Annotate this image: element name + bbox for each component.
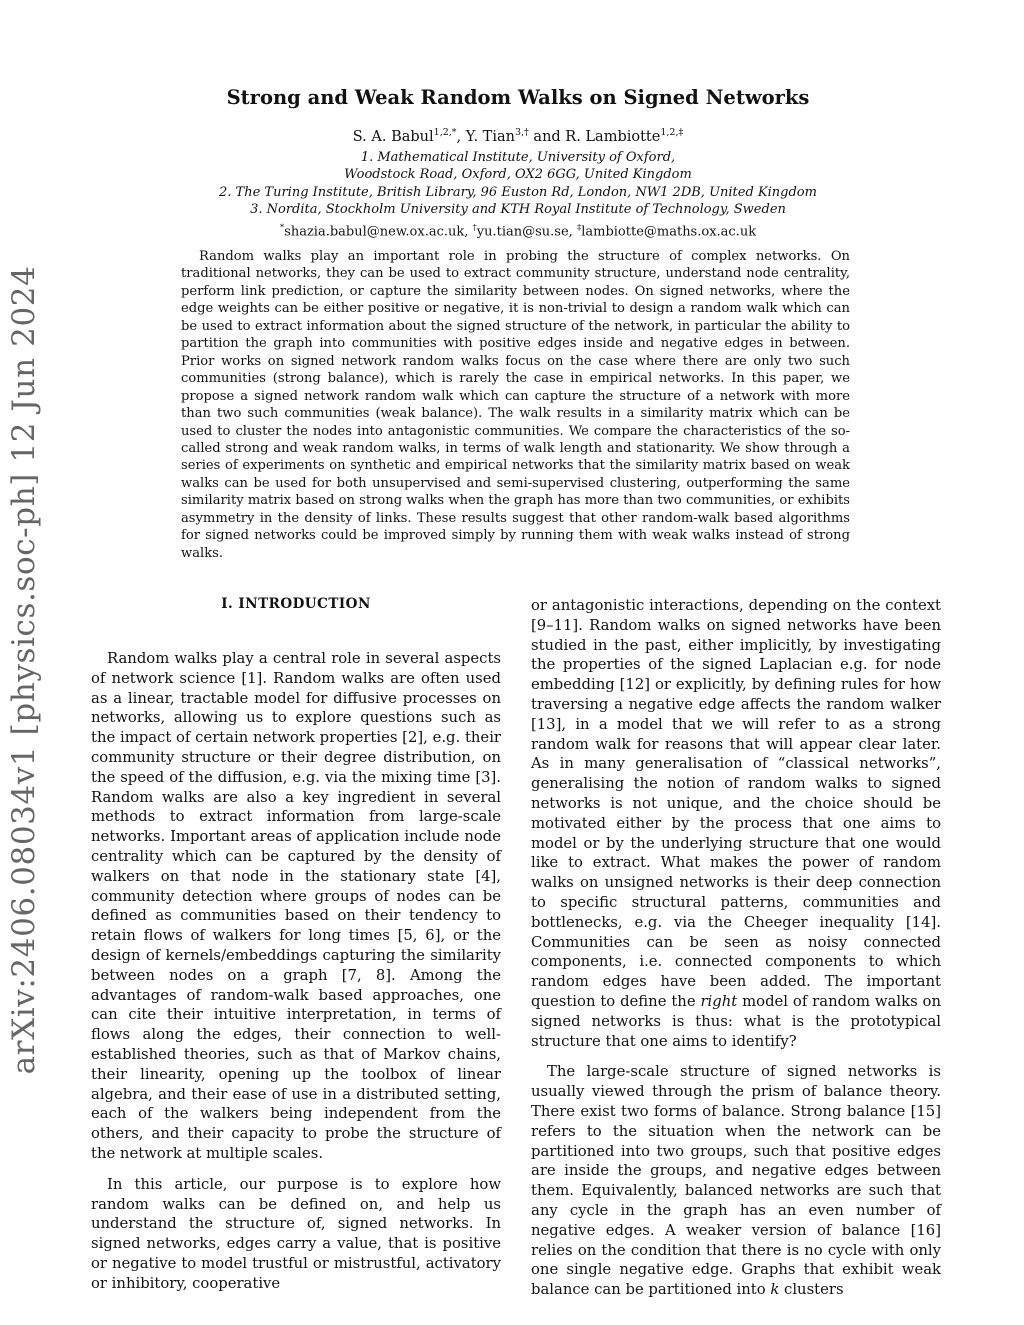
- affiliation-line: 2. The Turing Institute, British Library, 96 Euston Rd, London, NW1 2DB, United Kingdom: [219, 184, 817, 200]
- author-list: S. A. Babul$^{1,2,*}$, Y. Tian$^{3,\dagger}$ and R. Lambiotte$^{1,2,\ddagger}$: [352, 127, 684, 145]
- author-emails: [180, 220, 856, 240]
- section-heading-introduction: I. INTRODUCTION: [221, 596, 371, 612]
- paragraph-text: model of random walks on signed networks is thus: what is the prototypical structure that one aims to identify?: [531, 992, 941, 1050]
- left-column: [91, 596, 501, 1305]
- abstract: Random walks play an important role in probing the structure of complex networks. On traditional networks, they can be used to extract community structure, understand node centrality, perform link prediction, or capture the similarity between nodes. On signed networks, where the edge weights can be either positive or negative, it is non-trivial to design a random walk which can be used to extract information about the signed structure of the network, in particular the ability to partition the graph into communities with positive edges inside and negative edges in between. Prior works on signed network random walks focus on the case where there are only two such communities (strong balance), which is rarely the case in empirical networks. In this paper, we propose a signed network random walk which can capture the structure of a network with more than two such communities (weak balance). The walk results in a similarity matrix which can be used to cluster the nodes into antagonistic communities. We compare the characteristics of the so-called strong and weak random walks, in terms of walk length and stationarity. We show through a series of experiments on synthetic and empirical networks that the similarity matrix based on weak walks can be used for both unsupervised and semi-supervised clustering, outperforming the same similarity matrix based on strong walks when the graph has more than two communities, or exhibits asymmetry in the density of links. These results suggest that other random-walk based algorithms for signed networks could be improved simply by running them with weak walks instead of strong walks.: [181, 249, 850, 561]
- emphasized-word: right: [700, 992, 738, 1010]
- email-marker: ‡: [576, 222, 582, 233]
- author-name: Y. Tian: [465, 128, 515, 145]
- author-name: S. A. Babul: [352, 128, 434, 145]
- body-paragraph: Random walks play a central role in several aspects of network science [1]. Random walks are often used as a linear, tractable model for diffusive processes on networks, allowing us to explore questions such as the impact of certain network properties [2], e.g. their community structure or their degree distribution, on the speed of the diffusion, e.g. via the mixing time [3]. Random walks are also a key ingredient in several methods to extract information from large-scale networks. Important areas of application include node centrality which can be captured by the density of walkers on that node in the stationary state [4], community detection where groups of nodes can be defined as communities based on their tendency to retain flows of walkers for long times [5, 6], or the design of kernels/embeddings capturing the similarity between nodes on a graph [7, 8]. Among the advantages of random-walk based approaches, one can cite their intuitive interpretation, in terms of flows along the edges, their connection to well-established theories, such as that of Markov chains, their linearity, opening up the toolbox of linear algebra, and their ease of use in a distributed setting, each of the walkers being independent from the others, and their capacity to probe the structure of the network at multiple scales.: [91, 650, 501, 1162]
- affiliation-line: 1. Mathematical Institute, University of Oxford,: [360, 149, 676, 165]
- arxiv-identifier-margin: [4, 265, 44, 1075]
- arxiv-identifier: arXiv:2406.08034v1 [physics.soc-ph] 12 Jun 2024: [6, 265, 42, 1075]
- paper-title: Strong and Weak Random Walks on Signed Networks: [226, 86, 810, 109]
- body-paragraph: In this article, our purpose is to explore how random walks can be defined on, and help us understand the structure of, signed networks. In signed networks, edges carry a value, that is positive or negative to model trustful or mistrustful, activatory or inhibitory, cooperative: [91, 1175, 501, 1292]
- math-variable: k: [770, 1281, 780, 1299]
- paragraph-text: clusters: [784, 1281, 844, 1299]
- email-address: shazia.babul@new.ox.ac.uk,: [284, 224, 469, 240]
- paragraph-text: or antagonistic interactions, depending on the context [9–11]. Random walks on signed networks have been studied in the past, either implicitly, by investigating the properties of the signed Laplacian e.g. for node embedding [12] or explicitly, by defining rules for how traversing a negative edge affects the random walker [13], in a model that we will refer to as a strong random walk for reasons that will appear clear later. As in many generalisation of “classical networks”, generalising the notion of random walks to signed networks is not unique, and the choice should be motivated either by the process that one aims to model or by the underlying structure that one would like to extract. What makes the power of random walks on unsigned networks is their deep connection to specific structural patterns, communities and bottlenecks, e.g. via the Cheeger inequality [14]. Communities can be seen as noisy connected components, i.e. connected components to which random edges have been added. The important question to define the: [531, 597, 941, 1010]
- email-marker: †: [472, 222, 477, 233]
- body-paragraph: [531, 1062, 941, 1300]
- affiliation-line: Woodstock Road, Oxford, OX2 6GG, United Kingdom: [344, 167, 692, 183]
- author-name: R. Lambiotte: [565, 128, 661, 145]
- author-conjunction: and: [533, 128, 561, 145]
- author-superscript: 3,†: [514, 127, 529, 138]
- author-superscript: 1,2,*: [433, 127, 457, 138]
- paragraph-text: The large-scale structure of signed networks is usually viewed through the prism of balance theory. There exist two forms of balance. Strong balance [15] refers to the situation when the network can be partitioned into two groups, such that positive edges are inside the groups, and negative edges between them. Equivalently, balanced networks are such that any cycle in the graph has an even number of negative edges. A weaker version of balance [16] relies on the condition that there is no cycle with only one single negative edge. Graphs that exhibit weak balance can be partitioned into: [531, 1063, 941, 1299]
- paper-header: [180, 86, 856, 240]
- email-marker: *: [279, 222, 285, 233]
- email-address: yu.tian@su.se,: [476, 224, 573, 240]
- email-address: lambiotte@maths.ox.ac.uk: [581, 224, 757, 240]
- author-superscript: 1,2,‡: [660, 127, 684, 138]
- right-column: [531, 596, 941, 1311]
- affiliation-line: 3. Nordita, Stockholm University and KTH Royal Institute of Technology, Sweden: [250, 202, 786, 218]
- body-paragraph: [531, 596, 941, 1051]
